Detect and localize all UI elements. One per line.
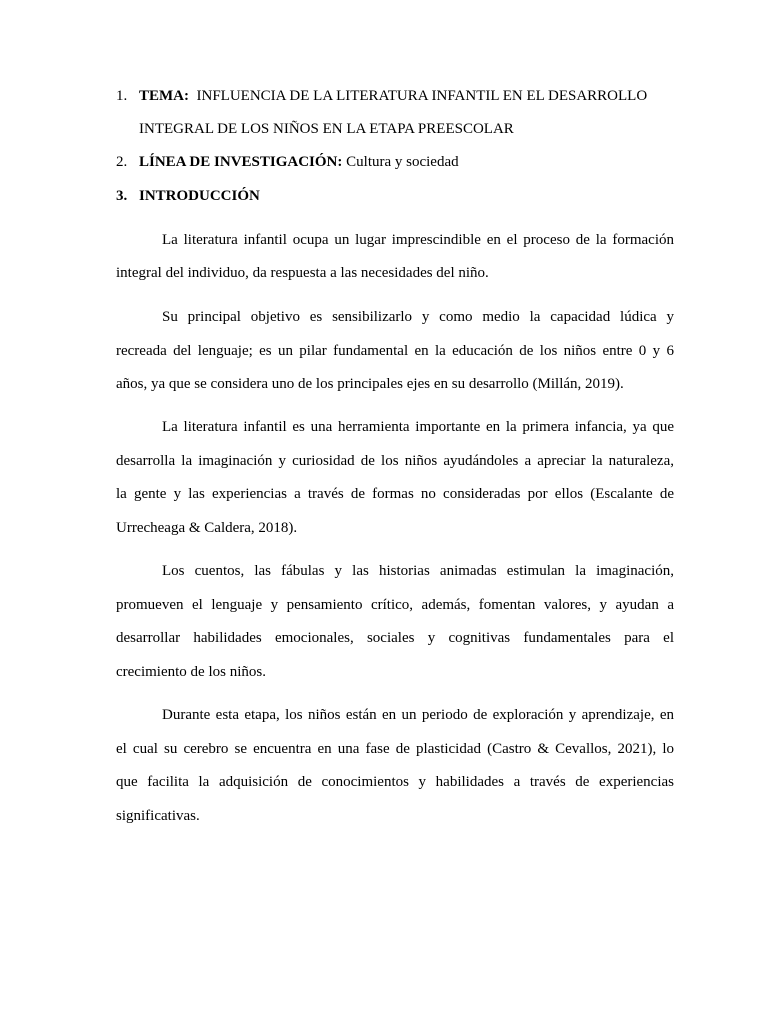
section-linea [116, 153, 674, 171]
section-tema-line2: INTEGRAL DE LOS NIÑOS EN LA ETAPA PREESCOLAR [139, 121, 514, 137]
section-introduccion [116, 187, 674, 205]
paragraph-5-line-2: el cual su cerebro se encuentra en una fase de plasticidad (Castro & Cevallos, 2021), lo [116, 741, 674, 757]
paragraph-4-line-3: desarrollar habilidades emocionales, sociales y cognitivas fundamentales para el [116, 630, 674, 646]
paragraph-5-line-4: significativas. [116, 808, 200, 824]
paragraph-1-line-1: La literatura infantil ocupa un lugar imprescindible en el proceso de la formación [162, 232, 674, 248]
section-title: INFLUENCIA DE LA LITERATURA INFANTIL EN EL DESARROLLO [196, 88, 648, 104]
section-tema-line1 [116, 87, 674, 105]
paragraph-2-line-1: Su principal objetivo es sensibilizarlo y como medio la capacidad lúdica y [162, 309, 674, 325]
section-number: 2. [116, 154, 128, 170]
paragraph-5-line-1: Durante esta etapa, los niños están en un periodo de exploración y aprendizaje, en [162, 707, 674, 723]
paragraph-2-line-3: años, ya que se considera uno de los principales ejes en su desarrollo (Millán, 2019). [116, 376, 624, 392]
section-label: LÍNEA DE INVESTIGACIÓN: [139, 154, 343, 170]
paragraph-4-line-1: Los cuentos, las fábulas y las historias animadas estimulan la imaginación, [162, 563, 674, 579]
section-number: 3. [116, 188, 128, 204]
paragraph-4-line-2: promueven el lenguaje y pensamiento crítico, además, fomentan valores, y ayudan a [116, 597, 674, 613]
paragraph-5-line-3: que facilita la adquisición de conocimientos y habilidades a través de experiencias [116, 774, 674, 790]
paragraph-3-line-4: Urrecheaga & Caldera, 2018). [116, 520, 298, 536]
paragraph-1-line-2: integral del individuo, da respuesta a las necesidades del niño. [116, 265, 489, 281]
section-value: Cultura y sociedad [346, 154, 459, 170]
paragraph-4-line-4: crecimiento de los niños. [116, 664, 266, 680]
paragraph-3-line-3: la gente y las experiencias a través de formas no consideradas por ellos (Escalante de [116, 486, 674, 502]
section-number: 1. [116, 88, 128, 104]
section-label: TEMA: [139, 88, 189, 104]
paragraph-2-line-2: recreada del lenguaje; es un pilar fundamental en la educación de los niños entre 0 y 6 [116, 343, 674, 359]
paragraph-3-line-2: desarrolla la imaginación y curiosidad de los niños ayudándoles a apreciar la naturaleza, [116, 453, 674, 469]
section-label: INTRODUCCIÓN [139, 188, 260, 204]
paragraph-3-line-1: La literatura infantil es una herramienta importante en la primera infancia, ya que [162, 419, 674, 435]
